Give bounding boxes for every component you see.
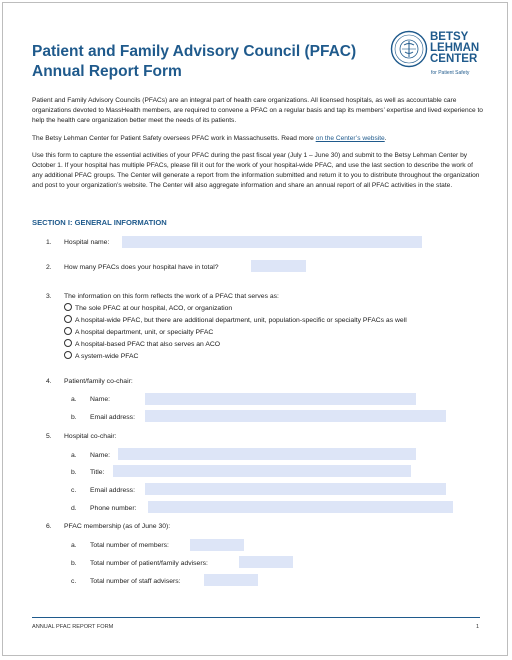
- option-label: The sole PFAC at our hospital, ACO, or organization: [75, 305, 233, 312]
- sub-letter: a.: [71, 542, 77, 549]
- hospital-cochair-name-field[interactable]: [118, 448, 416, 460]
- question-number: 4.: [46, 378, 52, 385]
- sub-label: Name:: [90, 452, 111, 459]
- sub-letter: a.: [71, 452, 77, 459]
- logo-wordmark: [430, 32, 479, 65]
- page-title: [32, 42, 372, 82]
- sub-label: Phone number:: [90, 505, 137, 512]
- intro-paragraph-2-text: The Betsy Lehman Center for Patient Safety oversees PFAC work in Massachusetts. Read more: [32, 135, 316, 142]
- question-number: 2.: [46, 264, 52, 271]
- sub-label: Total number of patient/family advisers:: [90, 560, 208, 567]
- pfac-type-option-1[interactable]: [64, 303, 232, 313]
- pfac-type-option-4[interactable]: [64, 339, 220, 349]
- question-number: 1.: [46, 239, 52, 246]
- sub-letter: b.: [71, 469, 77, 476]
- title-line-2: Annual Report Form: [32, 63, 182, 80]
- radio-button[interactable]: [64, 315, 72, 323]
- sub-letter: b.: [71, 560, 77, 567]
- sub-letter: c.: [71, 487, 77, 494]
- patient-family-advisers-field[interactable]: [239, 556, 293, 568]
- sub-label: Title:: [90, 469, 105, 476]
- title-line-1: Patient and Family Advisory Council (PFAC): [32, 43, 357, 60]
- radio-button[interactable]: [64, 339, 72, 347]
- page-number: 1: [476, 624, 480, 630]
- question-number: 3.: [46, 293, 52, 300]
- section-title: SECTION I: GENERAL INFORMATION: [32, 218, 167, 227]
- logo-line-2: LEHMAN: [430, 42, 480, 54]
- pfac-count-field[interactable]: [251, 260, 306, 272]
- footer-label: ANNUAL PFAC REPORT FORM: [32, 624, 114, 630]
- radio-button[interactable]: [64, 351, 72, 359]
- sub-label: Total number of staff advisers:: [90, 578, 181, 585]
- option-label: A hospital-wide PFAC, but there are additional department, unit, population-specific or specialty PFACs as well: [75, 317, 407, 324]
- question-label: PFAC membership (as of June 30):: [64, 523, 171, 530]
- intro-paragraph-2: [32, 134, 484, 144]
- question-number: 6.: [46, 523, 52, 530]
- question-label: Hospital co-chair:: [64, 433, 117, 440]
- hospital-name-field[interactable]: [122, 236, 422, 248]
- option-label: A system-wide PFAC: [75, 353, 139, 360]
- hospital-cochair-email-field[interactable]: [145, 483, 446, 495]
- pfac-type-option-3[interactable]: [64, 327, 213, 337]
- question-label: How many PFACs does your hospital have in total?: [64, 264, 219, 271]
- pfac-type-option-2[interactable]: [64, 315, 407, 325]
- option-label: A hospital department, unit, or specialty PFAC: [75, 329, 214, 336]
- question-number: 5.: [46, 433, 52, 440]
- question-label: Patient/family co-chair:: [64, 378, 133, 385]
- seal-icon: [390, 30, 428, 68]
- center-website-link[interactable]: on the Center’s website: [315, 135, 385, 142]
- betsy-lehman-logo: [390, 30, 494, 80]
- patient-cochair-name-field[interactable]: [145, 393, 416, 405]
- sub-letter: d.: [71, 505, 77, 512]
- radio-button[interactable]: [64, 303, 72, 311]
- intro-paragraph-3: Use this form to capture the essential activities of your PFAC during the past fiscal year (July 1 – June 30) and submit to the Betsy Lehman Center by October 1. If your hospital has multiple PFACs, please fill it out for the work of your hospital-wide PFAC, and use the last section to describe the work of any additional PFAC groups. The Center will generate a report from the information submitted and return it to you to distribute throughout the organization and post to your organization’s website. The Center will also aggregate information and share an annual report of all PFAC activities in the state.: [32, 152, 480, 189]
- footer-rule: [32, 617, 480, 618]
- intro-paragraph-2-end: .: [384, 135, 387, 142]
- option-label: A hospital-based PFAC that also serves an ACO: [75, 341, 221, 348]
- pfac-type-option-5[interactable]: [64, 351, 138, 361]
- patient-cochair-email-field[interactable]: [145, 410, 446, 422]
- sub-label: Total number of members:: [90, 542, 169, 549]
- logo-line-1: BETSY: [430, 31, 469, 43]
- logo-subtitle: for Patient Safety: [431, 70, 470, 76]
- hospital-cochair-title-field[interactable]: [113, 465, 411, 477]
- question-label: Hospital name:: [64, 239, 110, 246]
- sub-letter: b.: [71, 414, 77, 421]
- intro-paragraph-1: Patient and Family Advisory Councils (PFACs) are an integral part of health care organizations. All licensed hospitals, as well as accountable care organizations devoted to MassHealth members, are required to convene a PFAC on a regular basis and tap its members’ expertise and lived experience to help the health care organization better meet the needs of its patients.: [32, 97, 483, 124]
- sub-label: Email address:: [90, 414, 135, 421]
- logo-line-3: CENTER: [430, 53, 478, 65]
- radio-button[interactable]: [64, 327, 72, 335]
- sub-label: Email address:: [90, 487, 135, 494]
- sub-letter: c.: [71, 578, 77, 585]
- sub-label: Name:: [90, 396, 111, 403]
- hospital-cochair-phone-field[interactable]: [148, 501, 453, 513]
- sub-letter: a.: [71, 396, 77, 403]
- total-members-field[interactable]: [190, 539, 244, 551]
- question-label: The information on this form reflects the work of a PFAC that serves as:: [64, 293, 279, 300]
- staff-advisers-field[interactable]: [204, 574, 258, 586]
